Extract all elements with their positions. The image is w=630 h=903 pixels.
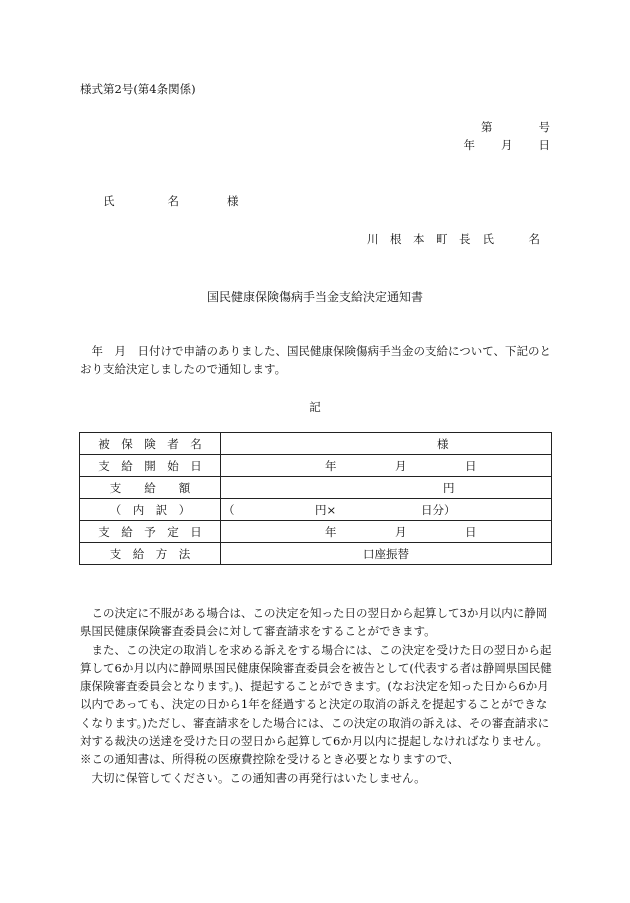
issuer-name-label: 氏 名 <box>482 232 540 246</box>
method-value <box>221 543 552 565</box>
breakdown-days-close: 日分） <box>421 503 456 517</box>
notes-section <box>80 604 554 787</box>
issuer <box>367 231 540 247</box>
notes-paragraph-lawsuit: また、この決定の取消しを求める訴えをする場合には、この決定を受けた日の翌日から起算して6か月以内に静岡県国民健康保険審査委員会を被告として(代表する者は静岡県国民健康保険審査委員会となります。)、提起することができます。(なお決定を知った日から6か月以内であっても、決定の日から1年を経過すると決定の取消の訴えを提起することができなくなります。)ただし、審査請求をした場合には、この決定の取消の訴えは、その審査請求に対する裁決の送達を受けた日の翌日から起算して6か月以内に提起しなければなりません。 <box>80 642 552 749</box>
table-row <box>80 477 552 499</box>
table-row <box>80 455 552 477</box>
document-date <box>464 137 551 153</box>
notes-paragraph-tax: ※この通知書は、所得税の医療費控除を受けるとき必要となりますので、 <box>80 752 460 767</box>
document-number-suffix: 号 <box>538 120 550 134</box>
scheduled-date-value <box>221 521 552 543</box>
scheduled-date-year: 年 <box>325 525 337 539</box>
insured-honorific: 様 <box>437 437 449 451</box>
form-number: 様式第2号(第4条関係) <box>80 82 196 96</box>
start-date-year: 年 <box>325 459 337 473</box>
table-row <box>80 543 552 565</box>
addressee-name-label: 氏 名 <box>103 194 189 208</box>
start-date-month: 月 <box>395 459 407 473</box>
intro-paragraph: 年 月 日付けで申請のありました、国民健康保険傷病手当金の支給について、下記のとおり支給決定しましたので通知します。 <box>80 344 552 376</box>
start-date-label: 支 給 開 始 日 <box>80 455 221 477</box>
document-number <box>481 119 550 135</box>
addressee <box>103 193 239 209</box>
document-number-prefix: 第 <box>481 120 493 134</box>
issuer-title: 川 根 本 町 長 <box>367 232 471 246</box>
breakdown-value <box>221 499 552 521</box>
document-date-day: 日 <box>538 138 550 152</box>
method-text: 口座振替 <box>363 547 409 561</box>
document-date-year: 年 <box>463 138 475 152</box>
amount-label: 支 給 額 <box>80 477 221 499</box>
notes-paragraph-keep: 大切に保管してください。この通知書の再発行はいたしません。 <box>80 770 426 785</box>
amount-yen: 円 <box>443 481 455 495</box>
start-date-value <box>221 455 552 477</box>
breakdown-label: （ 内 訳 ） <box>80 499 221 521</box>
table-row <box>80 521 552 543</box>
table-row <box>80 499 552 521</box>
start-date-day: 日 <box>465 459 477 473</box>
table-row <box>80 433 552 455</box>
addressee-honorific: 様 <box>227 194 239 208</box>
scheduled-date-day: 日 <box>465 525 477 539</box>
amount-value <box>221 477 552 499</box>
document-date-month: 月 <box>501 138 513 152</box>
document-title: 国民健康保険傷病手当金支給決定通知書 <box>206 290 423 304</box>
details-table <box>79 432 552 565</box>
insured-label: 被 保 険 者 名 <box>80 433 221 455</box>
insured-value <box>221 433 552 455</box>
scheduled-date-label: 支 給 予 定 日 <box>80 521 221 543</box>
scheduled-date-month: 月 <box>395 525 407 539</box>
breakdown-open: （ <box>223 503 235 517</box>
notes-paragraph-appeal: この決定に不服がある場合は、この決定を知った日の翌日から起算して3か月以内に静岡県国民健康保険審査委員会に対して審査請求をすることができます。 <box>80 606 548 639</box>
breakdown-yen-times: 円× <box>315 503 337 517</box>
method-label: 支 給 方 法 <box>80 543 221 565</box>
ki-label: 記 <box>309 400 321 414</box>
